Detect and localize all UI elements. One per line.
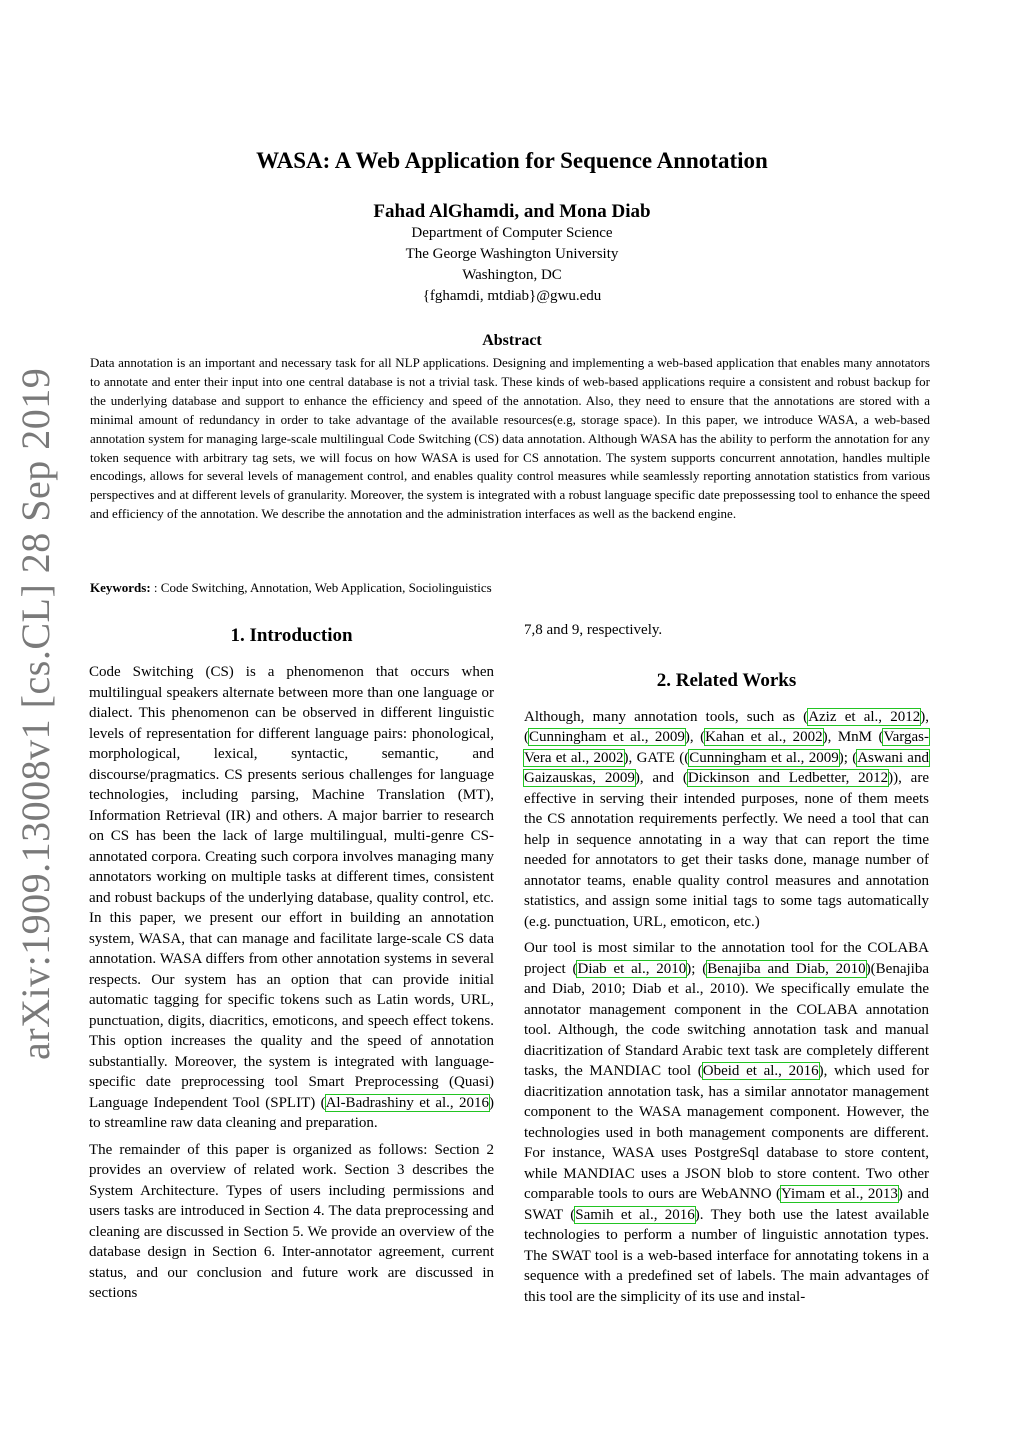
- citation-link[interactable]: Kahan et al., 2002: [705, 729, 823, 745]
- related-text: ), and (: [634, 770, 688, 786]
- authors: Fahad AlGhamdi, and Mona Diab: [373, 201, 651, 222]
- related-text: ), which used for diacritization annotation task, has a similar annotator management component to the WASA management component. However, the technologies used in both management components are different. For instance, WASA uses PostgreSql database to store content, while MANDIAC uses a JSON blob to store content. Two other comparable tools to ours are WebANNO (: [524, 1063, 929, 1202]
- citation-link[interactable]: Cunningham et al., 2009: [689, 749, 839, 766]
- paper-title: WASA: A Web Application for Sequence Annotation: [256, 148, 768, 173]
- affiliation-email: {fghamdi, mtdiab}@gwu.edu: [422, 288, 602, 304]
- left-column: [89, 620, 494, 1310]
- section-heading-introduction: 1. Introduction: [230, 625, 353, 646]
- related-text: )(Benajiba and Diab, 2010; Diab et al., 2010). We specifically emulate the annotator management component in the COLABA annotation tool. Although, the code switching annotation task and manual diacritization of Standard Arabic text task are completely different tasks, the MANDIAC tool (: [524, 960, 929, 1079]
- intro-text: ) to streamline raw data cleaning and preparation.: [89, 1094, 494, 1131]
- citation-link[interactable]: Cunningham et al., 2009: [529, 729, 685, 745]
- citation-link[interactable]: Yimam et al., 2013: [781, 1186, 898, 1202]
- intro-text: Code Switching (CS) is a phenomenon that occurs when multilingual speakers alternate between more than one language or dialect. This phenomenon can be observed in different linguistic levels of representation for different language pairs: phonological, morphological, lexical, syntactic, semantic, and discourse/pragmatics. CS presents serious challenges for language technologies, including parsing, Machine Translation (MT), Information Retrieval (IR) and others. A major barrier to research on CS has been the lack of large multilingual, multi-genre CS-annotated corpora. Creating such corpora involves managing many annotators working on multiple tasks at different times, consistent and robust backups of the underlying database, quality control, etc. In this paper, we present our effort in building an annotation system, WASA, that can manage and facilitate large-scale CS data annotation. WASA differs from other annotation systems in several respects. Our system has an option that can provide initial automatic tagging for specific tokens such as Latin words, URL, punctuation, digits, diacritics, emoticons, and speech effect tokens. This option increases the quality and the speed of annotation substantially. Moreover, the system is integrated with language-specific date preprocessing tool Smart Preprocessing (Quasi) Language Independent Tool (SPLIT) (: [89, 664, 494, 1111]
- related-text: ); (: [838, 749, 858, 766]
- related-text: ). They both use the latest available technologies to perform a number of linguistic annotation types. The SWAT tool is a web-based interface for annotating tokens in a sequence with a predefined set of labels. The main advantages of this tool are the simplicity of its use and instal-: [524, 1206, 929, 1305]
- right-column: [524, 620, 929, 1313]
- abstract-heading: Abstract: [482, 332, 542, 349]
- related-paragraph-2: [524, 938, 929, 1307]
- related-text: Although, many annotation tools, such as (: [524, 708, 809, 725]
- section-heading-related-works: 2. Related Works: [656, 669, 797, 691]
- keywords-text: : Code Switching, Annotation, Web Application, Sociolinguistics: [153, 580, 492, 595]
- affiliation-city: Washington, DC: [462, 267, 562, 283]
- citation-link[interactable]: Vargas-Vera et al., 2002: [524, 729, 929, 766]
- affiliation-dept: Department of Computer Science: [411, 225, 613, 241]
- citation-link[interactable]: Diab et al., 2010: [577, 960, 687, 977]
- affiliation-univ: The George Washington University: [405, 246, 619, 262]
- abstract-text: Data annotation is an important and necessary task for all NLP applications. Designing and implementing a web-based application that enables many annotators to annotate and enter their input into one central database is not a trivial task. These kinds of web-based applications require a consistent and robust backup for the underlying database and support to enhance the efficiency and speed of the annotation. Also, they need to ensure that the annotations are stored with a minimal amount of redundancy in order to take advantage of the available resources(e.g, storage space). In this paper, we introduce WASA, a web-based annotation system for managing large-scale multilingual Code Switching (CS) data annotation. Although WASA has the ability to perform the annotation for any token sequence with arbitrary tag sets, we will focus on how WASA is used for CS annotation. The system supports concurrent annotation, handles multiple encodings, allows for several levels of management control, and enables quality control measures while seamlessly reporting annotation statistics from various perspectives and at different levels of granularity. Moreover, the system is integrated with a robust language specific date prepossessing tool to enhance the speed and efficiency of the annotation. We describe the annotation and the administration interfaces as well as the backend engine.: [90, 355, 930, 522]
- citation-link[interactable]: Al-Badrashiny et al., 2016: [325, 1094, 489, 1111]
- related-text: ), (: [684, 729, 706, 745]
- related-text: )), are effective in serving their intended purposes, none of them meets the CS annotation requirements perfectly. We need a tool that can help in sequence annotating in a way that can report the time needed for annotators to get their tasks done, manage number of annotator teams, enable quality control measures and annotation statistics, and assign some initial tags to some tags automatically (e.g. punctuation, URL, emoticon, etc.): [524, 770, 929, 930]
- keywords-label: Keywords:: [90, 580, 151, 595]
- related-text: ), MnM (: [822, 729, 884, 745]
- keywords: [90, 580, 930, 596]
- arxiv-identifier: arXiv:1909.13008v1 [cs.CL] 28 Sep 2019: [13, 367, 58, 1060]
- citation-link[interactable]: Aziz et al., 2012: [808, 708, 921, 725]
- intro-paragraph-1: [89, 662, 494, 1134]
- related-text: ) and SWAT (: [524, 1186, 929, 1223]
- citation-link[interactable]: Dickinson and Ledbetter, 2012: [687, 770, 889, 786]
- related-text: ), GATE ((: [623, 749, 690, 766]
- citation-link[interactable]: Aswani and Gaizauskas, 2009: [524, 749, 929, 786]
- related-text: ), (: [524, 708, 930, 745]
- intro-paragraph-2: The remainder of this paper is organized as follows: Section 2 provides an overview of related work. Section 3 describes the System Architecture. Types of users including permissions and users tasks are introduced in Section 4. The data preprocessing and cleaning are discussed in Section 5. We provide an overview of the database design in Section 6. Inter-annotator agreement, current status, and our conclusion and future work are discussed in sections: [89, 1141, 494, 1301]
- related-paragraph-1: [524, 707, 929, 933]
- citation-link[interactable]: Obeid et al., 2016: [702, 1063, 819, 1079]
- citation-link[interactable]: Benajiba and Diab, 2010: [707, 960, 866, 977]
- related-text: ); (: [686, 960, 708, 977]
- affiliation: [0, 223, 1024, 307]
- related-text: Our tool is most similar to the annotation tool for the COLABA project (: [524, 940, 929, 977]
- intro-continuation: 7,8 and 9, respectively.: [524, 622, 663, 638]
- citation-link[interactable]: Samih et al., 2016: [575, 1206, 695, 1223]
